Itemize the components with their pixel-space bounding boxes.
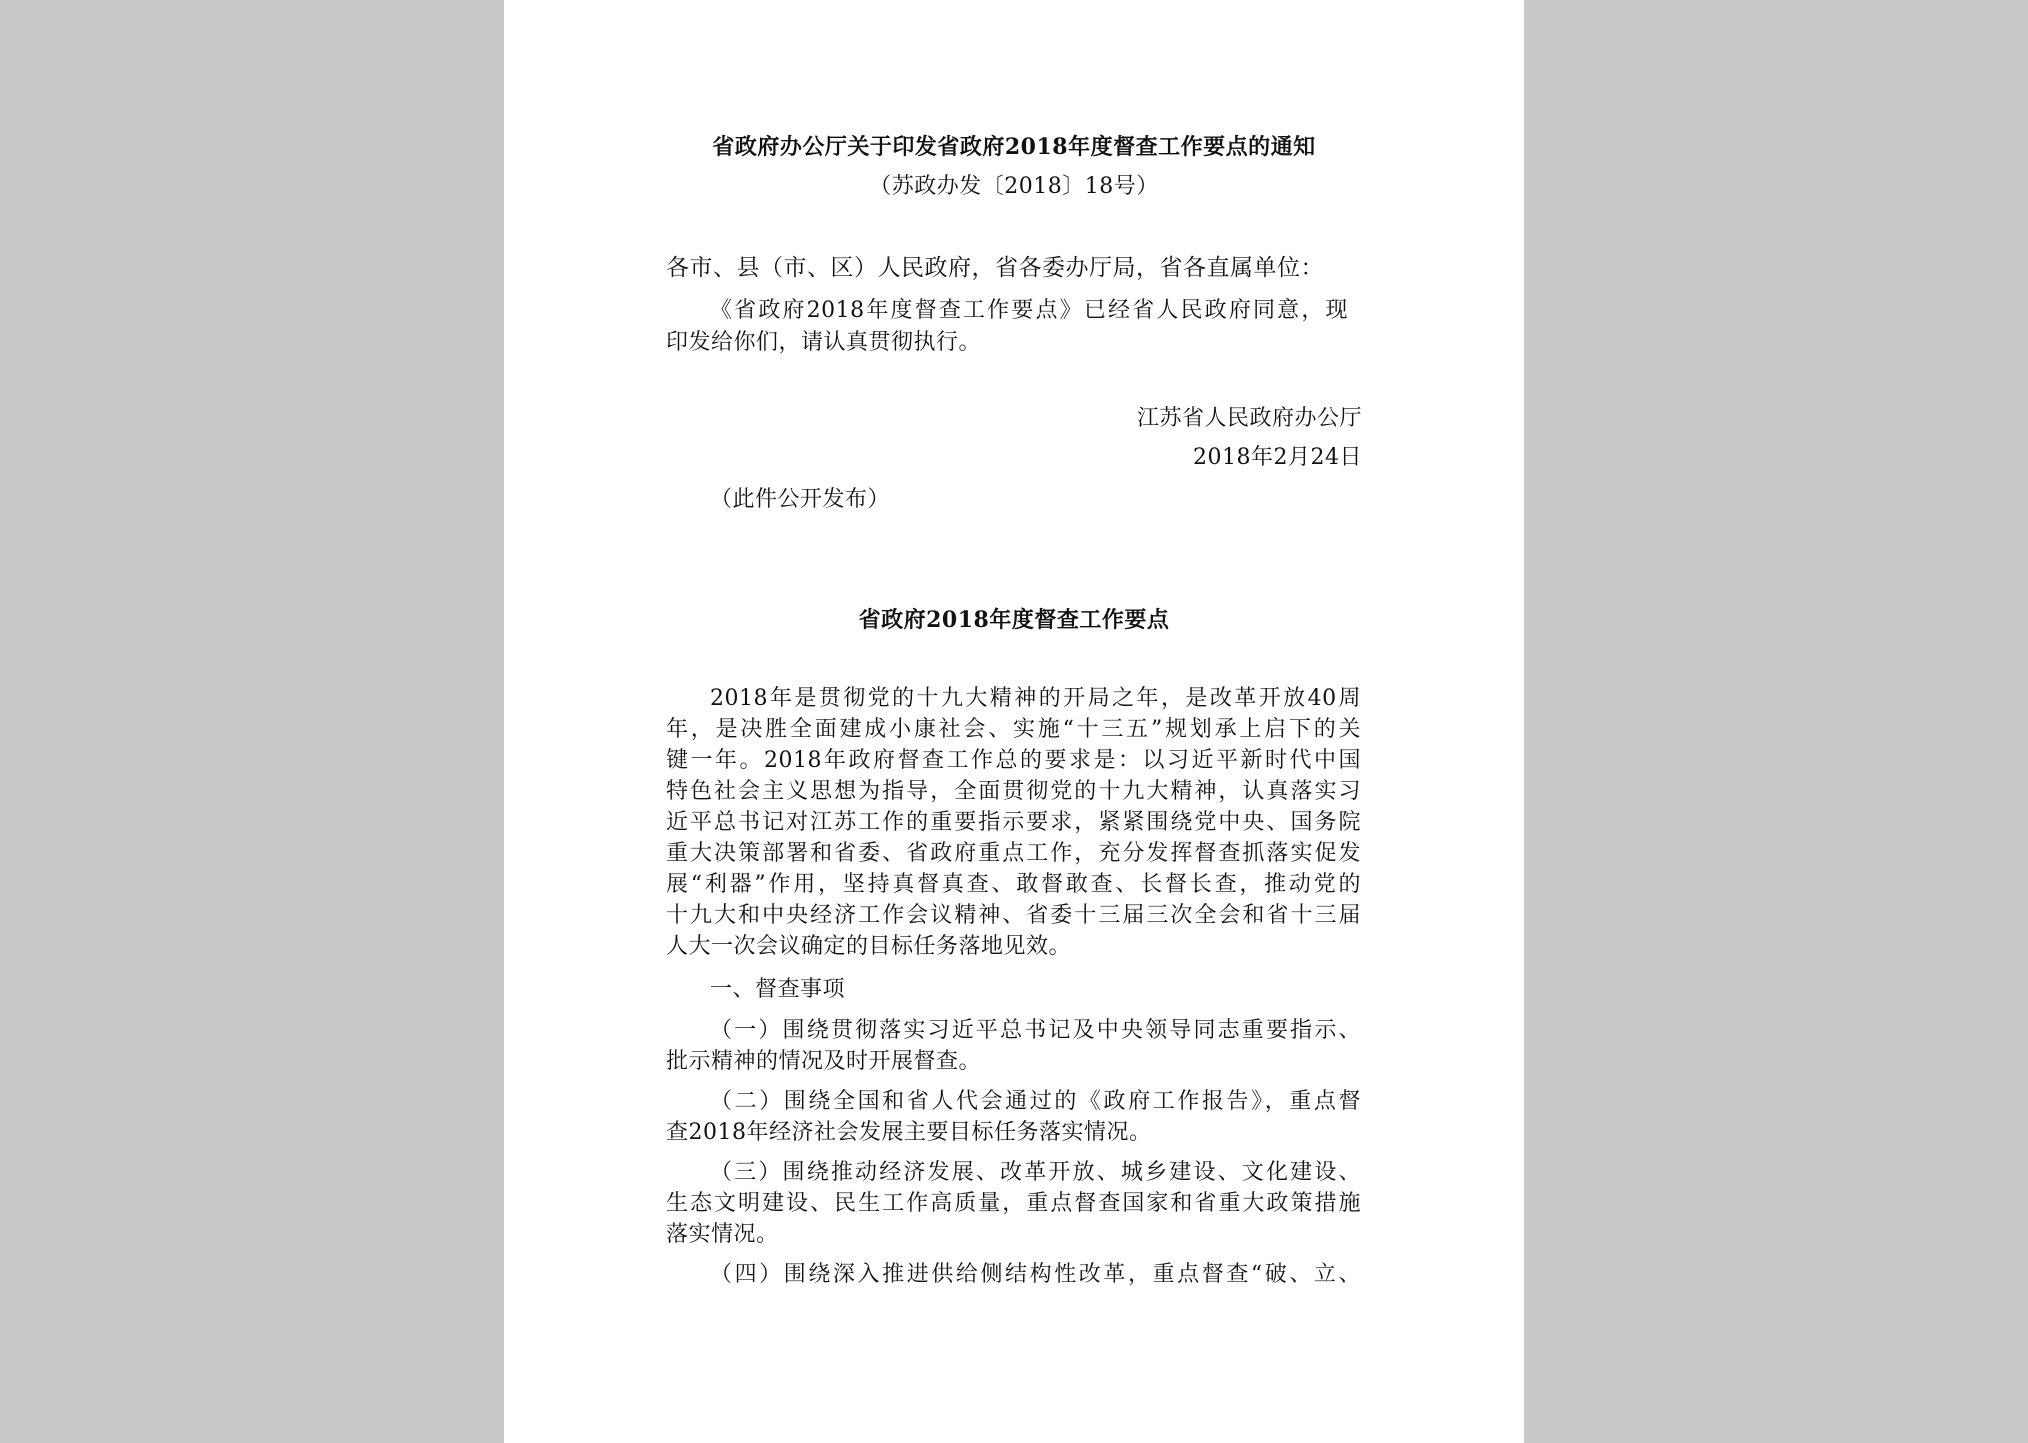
addressee: 各市、县（市、区）人民政府，省各委办厅局，省各直属单位： (666, 255, 1324, 281)
document-page (504, 0, 1524, 1443)
item-line: 查2018年经济社会发展主要目标任务落实情况。 (666, 1120, 1152, 1145)
item-line: （三）围绕推动经济发展、改革开放、城乡建设、文化建设、 (710, 1160, 1361, 1185)
item-line: 落实情况。 (666, 1222, 779, 1247)
paragraph-line: 近平总书记对江苏工作的重要指示要求，紧紧围绕党中央、国务院 (666, 810, 1361, 835)
issuer-signature: 江苏省人民政府办公厅 (1136, 406, 1362, 431)
paragraph-line: 2018年是贯彻党的十九大精神的开局之年，是改革开放40周 (710, 686, 1361, 711)
item-line: （四）围绕深入推进供给侧结构性改革，重点督查“破、立、 (710, 1262, 1361, 1287)
attachment-title: 省政府2018年度督查工作要点 (858, 607, 1170, 633)
section-heading: 一、督查事项 (710, 977, 846, 1002)
paragraph-line: 重大决策部署和省委、省政府重点工作，充分发挥督查抓落实促发 (666, 841, 1361, 866)
item-line: 批示精神的情况及时开展督查。 (666, 1049, 982, 1074)
paragraph-line: 展“利器”作用，坚持真督真查、敢督敢查、长督长查，推动党的 (666, 872, 1361, 897)
notice-title: 省政府办公厅关于印发省政府2018年度督查工作要点的通知 (712, 134, 1316, 160)
notice-body-line: 《省政府2018年度督查工作要点》已经省人民政府同意，现 (710, 298, 1348, 323)
paragraph-line: 键一年。2018年政府督查工作总的要求是：以习近平新时代中国 (666, 748, 1361, 773)
paragraph-line: 特色社会主义思想为指导，全面贯彻党的十九大精神，认真落实习 (666, 779, 1361, 804)
notice-body-line: 印发给你们，请认真贯彻执行。 (666, 330, 982, 355)
item-line: （一）围绕贯彻落实习近平总书记及中央领导同志重要指示、 (710, 1018, 1361, 1043)
issue-date: 2018年2月24日 (1193, 445, 1362, 470)
paragraph-line: 年，是决胜全面建成小康社会、实施“十三五”规划承上启下的关 (666, 717, 1361, 742)
item-line: 生态文明建设、民生工作高质量，重点督查国家和省重大政策措施 (666, 1191, 1361, 1216)
document-number: （苏政办发〔2018〕18号） (869, 174, 1159, 199)
publicity-note: （此件公开发布） (710, 487, 891, 512)
item-line: （二）围绕全国和省人代会通过的《政府工作报告》，重点督 (710, 1089, 1361, 1114)
paragraph-line: 人大一次会议确定的目标任务落地见效。 (666, 934, 1072, 959)
paragraph-line: 十九大和中央经济工作会议精神、省委十三届三次全会和省十三届 (666, 903, 1361, 928)
